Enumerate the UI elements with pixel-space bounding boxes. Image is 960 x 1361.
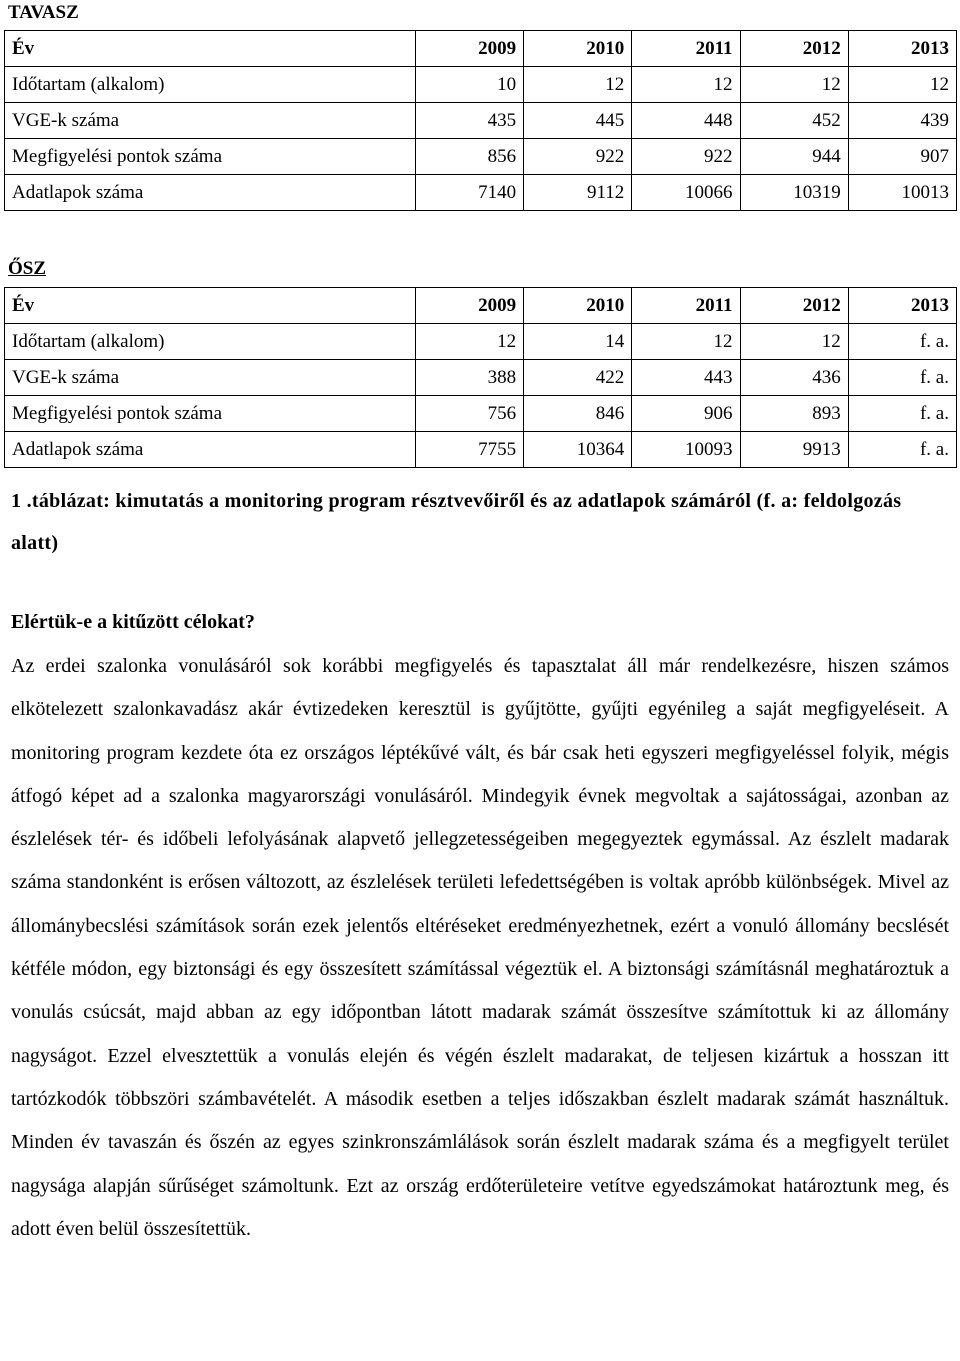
table-row — [5, 103, 957, 139]
table-row — [5, 175, 957, 211]
table-cell: 12 — [740, 324, 848, 360]
table-cell: 10 — [415, 67, 523, 103]
row-label: Adatlapok száma — [5, 175, 416, 211]
table-cell: 445 — [524, 103, 632, 139]
header-year: 2011 — [632, 31, 740, 67]
table-cell: 9913 — [740, 432, 848, 468]
table-row — [5, 139, 957, 175]
table-cell: 922 — [524, 139, 632, 175]
table-cell: 439 — [848, 103, 956, 139]
table-cell: 14 — [524, 324, 632, 360]
table-cell: 7755 — [415, 432, 523, 468]
row-label: Adatlapok száma — [5, 432, 416, 468]
table-cell: 856 — [415, 139, 523, 175]
table-cell: 10364 — [524, 432, 632, 468]
row-label: Megfigyelési pontok száma — [5, 139, 416, 175]
table-cell: 12 — [740, 67, 848, 103]
table-cell: 12 — [632, 324, 740, 360]
table-cell: 12 — [415, 324, 523, 360]
table-cell: f. a. — [848, 324, 956, 360]
section-heading: Elértük-e a kitűzött célokat? — [11, 611, 255, 633]
table-caption: 1 .táblázat: kimutatás a monitoring program résztvevőiről és az adatlapok számáról (f. a: feldolgozás alatt) — [11, 490, 902, 554]
table-cell: 388 — [415, 360, 523, 396]
table-cell: 944 — [740, 139, 848, 175]
spring-table — [4, 30, 957, 211]
body-paragraph: Az erdei szalonka vonulásáról sok korábbi megfigyelés és tapasztalat áll már rendelkezésre, hiszen számos elkötelezett szalonkavadász akár évtizedeken keresztül is gyűjtötte, gyűjti egyénileg a saját megfigyeléseit. A monitoring program kezdete óta ez országos léptékűvé vált, és bár csak heti egyszeri megfigyeléssel folyik, mégis átfogó képet ad a szalonka magyarországi vonulásáról. Mindegyik évnek megvoltak a sajátosságai, azonban az észlelések tér- és időbeli lefolyásának alapvető jellegzetességeiben megegyeztek egymással. Az észlelt madarak száma standonként is erősen változott, az észlelések területi lefedettségében is voltak apróbb különbségek. Mivel az állománybecslési számítások során ezek jelentős eltéréseket eredményezhetnek, ezért a vonuló állomány becslését kétféle módon, egy biztonsági és egy összesített számítással végeztük el. A biztonsági számításnál meghatároztuk a vonulás csúcsát, majd abban az egy időpontban látott madarak számát összesítve számítottuk ki az állomány nagyságot. Ezzel elvesztettük a vonulás elején és végén észlelt madarakat, de teljesen kizártuk a hosszan itt tartózkodók többszöri számbavételét. A második esetben a teljes időszakban észlelt madarak számát használtuk. Minden év tavaszán és őszén az egyes szinkronszámlálások során észlelt madarak száma és a megfigyelt terület nagysága alapján sűrűséget számoltunk. Ezt az ország erdőterületeire vetítve egyedszámokat határoztunk meg, és adott éven belül összesítettük. — [11, 655, 949, 1240]
table-cell: f. a. — [848, 360, 956, 396]
autumn-table — [4, 287, 957, 468]
table-cell: 9112 — [524, 175, 632, 211]
row-label: VGE-k száma — [5, 360, 416, 396]
table-cell: 448 — [632, 103, 740, 139]
header-year: 2010 — [524, 31, 632, 67]
table-header-row — [5, 288, 957, 324]
table-row — [5, 396, 957, 432]
table-cell: f. a. — [848, 396, 956, 432]
header-year: 2010 — [524, 288, 632, 324]
table-cell: 12 — [848, 67, 956, 103]
table-cell: 12 — [632, 67, 740, 103]
header-year: 2012 — [740, 31, 848, 67]
header-label: Év — [5, 31, 416, 67]
table-cell: f. a. — [848, 432, 956, 468]
table-cell: 435 — [415, 103, 523, 139]
table-row — [5, 324, 957, 360]
header-year: 2013 — [848, 31, 956, 67]
table-cell: 893 — [740, 396, 848, 432]
table-cell: 436 — [740, 360, 848, 396]
table-cell: 10093 — [632, 432, 740, 468]
header-label: Év — [5, 288, 416, 324]
table-cell: 10319 — [740, 175, 848, 211]
row-label: VGE-k száma — [5, 103, 416, 139]
row-label: Időtartam (alkalom) — [5, 67, 416, 103]
table-row — [5, 360, 957, 396]
table-cell: 7140 — [415, 175, 523, 211]
row-label: Időtartam (alkalom) — [5, 324, 416, 360]
table-cell: 422 — [524, 360, 632, 396]
table-cell: 10066 — [632, 175, 740, 211]
header-year: 2011 — [632, 288, 740, 324]
table-cell: 443 — [632, 360, 740, 396]
header-year: 2009 — [415, 288, 523, 324]
table-cell: 12 — [524, 67, 632, 103]
header-year: 2012 — [740, 288, 848, 324]
table-cell: 906 — [632, 396, 740, 432]
autumn-title: ŐSZ — [8, 258, 47, 279]
table-row — [5, 67, 957, 103]
table-row — [5, 432, 957, 468]
header-year: 2009 — [415, 31, 523, 67]
header-year: 2013 — [848, 288, 956, 324]
table-cell: 10013 — [848, 175, 956, 211]
table-cell: 756 — [415, 396, 523, 432]
table-cell: 846 — [524, 396, 632, 432]
row-label: Megfigyelési pontok száma — [5, 396, 416, 432]
table-cell: 922 — [632, 139, 740, 175]
table-cell: 907 — [848, 139, 956, 175]
table-cell: 452 — [740, 103, 848, 139]
spring-title: TAVASZ — [8, 2, 79, 23]
table-header-row — [5, 31, 957, 67]
